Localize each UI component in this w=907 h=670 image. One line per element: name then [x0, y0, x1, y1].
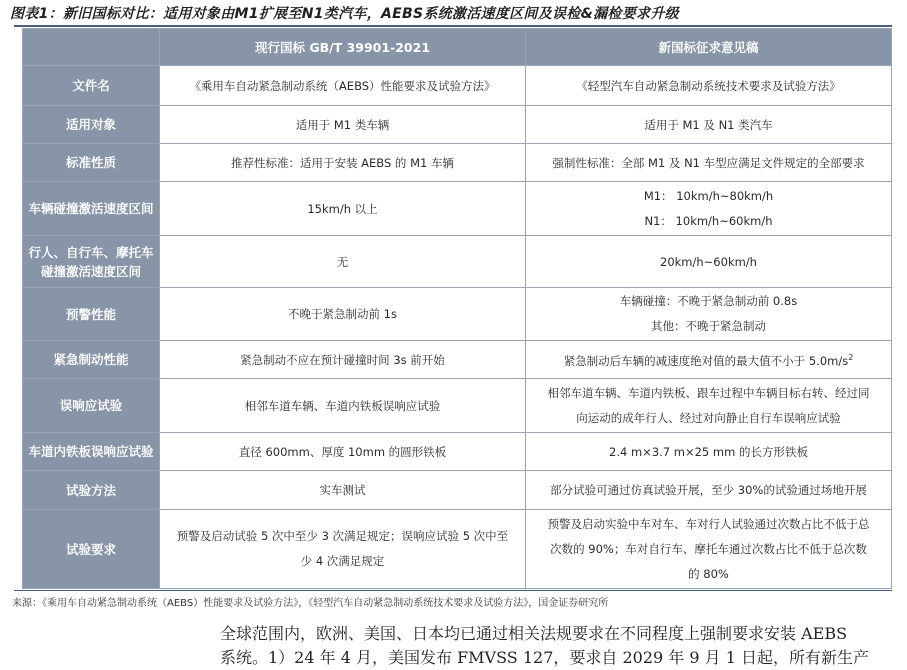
new-value-text: 紧急制动后车辆的减速度绝对值的最大值不小于 5.0m/s [563, 353, 849, 368]
row-label: 预警性能 [23, 288, 160, 341]
old-value: 适用于 M1 类车辆 [160, 106, 526, 144]
row-label: 试验方法 [23, 471, 160, 510]
new-value: 强制性标准：全部 M1 及 N1 车型应满足文件规定的全部要求 [526, 144, 892, 182]
figure-title: 图表1：新旧国标对比：适用对象由M1扩展至N1类汽车，AEBS系统激活速度区间及误检&漏检要求升级 [10, 6, 679, 22]
old-value: 15km/h 以上 [160, 182, 526, 236]
new-value-line: 相邻车道车辆、车道内铁板、跟车过程中车辆目标右转、经过同 [547, 385, 870, 400]
body-line: 系统。1）24 年 4 月，美国发布 FMVSS 127，要求自 2029 年 9 月 1 日起，所有新生产 [220, 648, 869, 667]
old-value-line: 少 4 次满足规定 [300, 554, 385, 568]
source-divider [14, 590, 892, 591]
new-value [526, 379, 892, 433]
row-label: 文件名 [23, 66, 160, 106]
new-value: 部分试验可通过仿真试验开展，至少 30%的试验通过场地开展 [526, 471, 892, 510]
table-row [23, 182, 892, 236]
old-value-line: 预警及启动试验 5 次中至少 3 次满足规定；误响应试验 5 次中至 [176, 529, 509, 543]
new-value [526, 288, 892, 341]
new-value: 适用于 M1 及 N1 类汽车 [526, 106, 892, 144]
new-value: 《轻型汽车自动紧急制动系统技术要求及试验方法》 [526, 66, 892, 106]
new-value [526, 510, 892, 589]
table-row [23, 433, 892, 471]
table-row [23, 379, 892, 433]
row-label [23, 236, 160, 288]
row-label: 紧急制动性能 [23, 341, 160, 379]
old-value: 直径 600mm、厚度 10mm 的圆形铁板 [160, 433, 526, 471]
table-row [23, 341, 892, 379]
header-empty [23, 29, 160, 66]
row-label: 车道内铁板误响应试验 [23, 433, 160, 471]
new-value-line: M1： 10km/h~80km/h [643, 188, 774, 203]
old-value: 《乘用车自动紧急制动系统（AEBS）性能要求及试验方法》 [160, 66, 526, 106]
header-new-standard: 新国标征求意见稿 [526, 29, 892, 66]
row-label: 车辆碰撞激活速度区间 [23, 182, 160, 236]
row-label: 标准性质 [23, 144, 160, 182]
comparison-table [22, 28, 892, 589]
old-value: 不晚于紧急制动前 1s [160, 288, 526, 341]
table-header-row [23, 29, 892, 66]
old-value: 推荐性标准：适用于安装 AEBS 的 M1 车辆 [160, 144, 526, 182]
new-value [526, 341, 892, 379]
table-row [23, 144, 892, 182]
old-value [160, 510, 526, 589]
new-value-line: 的 80% [688, 566, 729, 581]
body-line: 全球范围内，欧洲、美国、日本均已通过相关法规要求在不同程度上强制要求安装 AEBS [220, 624, 848, 643]
old-value: 实车测试 [160, 471, 526, 510]
row-label: 适用对象 [23, 106, 160, 144]
source-note: 来源：《乘用车自动紧急制动系统（AEBS）性能要求及试验方法》，《轻型汽车自动紧急制动系统技术要求及试验方法》，国金证券研究所 [12, 598, 609, 609]
new-value-line: 车辆碰撞：不晚于紧急制动前 0.8s [619, 294, 798, 308]
new-value: 20km/h~60km/h [526, 236, 892, 288]
new-value [526, 182, 892, 236]
table-row [23, 236, 892, 288]
table-row [23, 106, 892, 144]
new-value-line: 向运动的成年行人、经过对向静止自行车误响应试验 [576, 410, 841, 425]
old-value: 紧急制动不应在预计碰撞时间 3s 前开始 [160, 341, 526, 379]
row-label-line: 碰撞激活速度区间 [40, 263, 141, 279]
row-label-line: 行人、自行车、摩托车 [28, 244, 154, 260]
superscript: 2 [848, 353, 854, 363]
body-paragraph [220, 622, 900, 670]
row-label: 试验要求 [23, 510, 160, 589]
table-row [23, 510, 892, 589]
old-value: 无 [160, 236, 526, 288]
new-value-line: N1： 10km/h~60km/h [644, 213, 773, 228]
title-divider [14, 25, 892, 27]
old-value: 相邻车道车辆、车道内铁板误响应试验 [160, 379, 526, 433]
new-value: 2.4 m×3.7 m×25 mm 的长方形铁板 [526, 433, 892, 471]
new-value-line: 次数的 90%；车对自行车、摩托车通过次数占比不低于总次数 [550, 541, 867, 556]
new-value-line: 其他：不晚于紧急制动 [651, 319, 766, 333]
table-row [23, 288, 892, 341]
header-old-standard: 现行国标 GB/T 39901-2021 [160, 29, 526, 66]
table-row [23, 471, 892, 510]
new-value-line: 预警及启动实验中车对车、车对行人试验通过次数占比不低于总 [547, 516, 870, 531]
table-row [23, 66, 892, 106]
row-label: 误响应试验 [23, 379, 160, 433]
